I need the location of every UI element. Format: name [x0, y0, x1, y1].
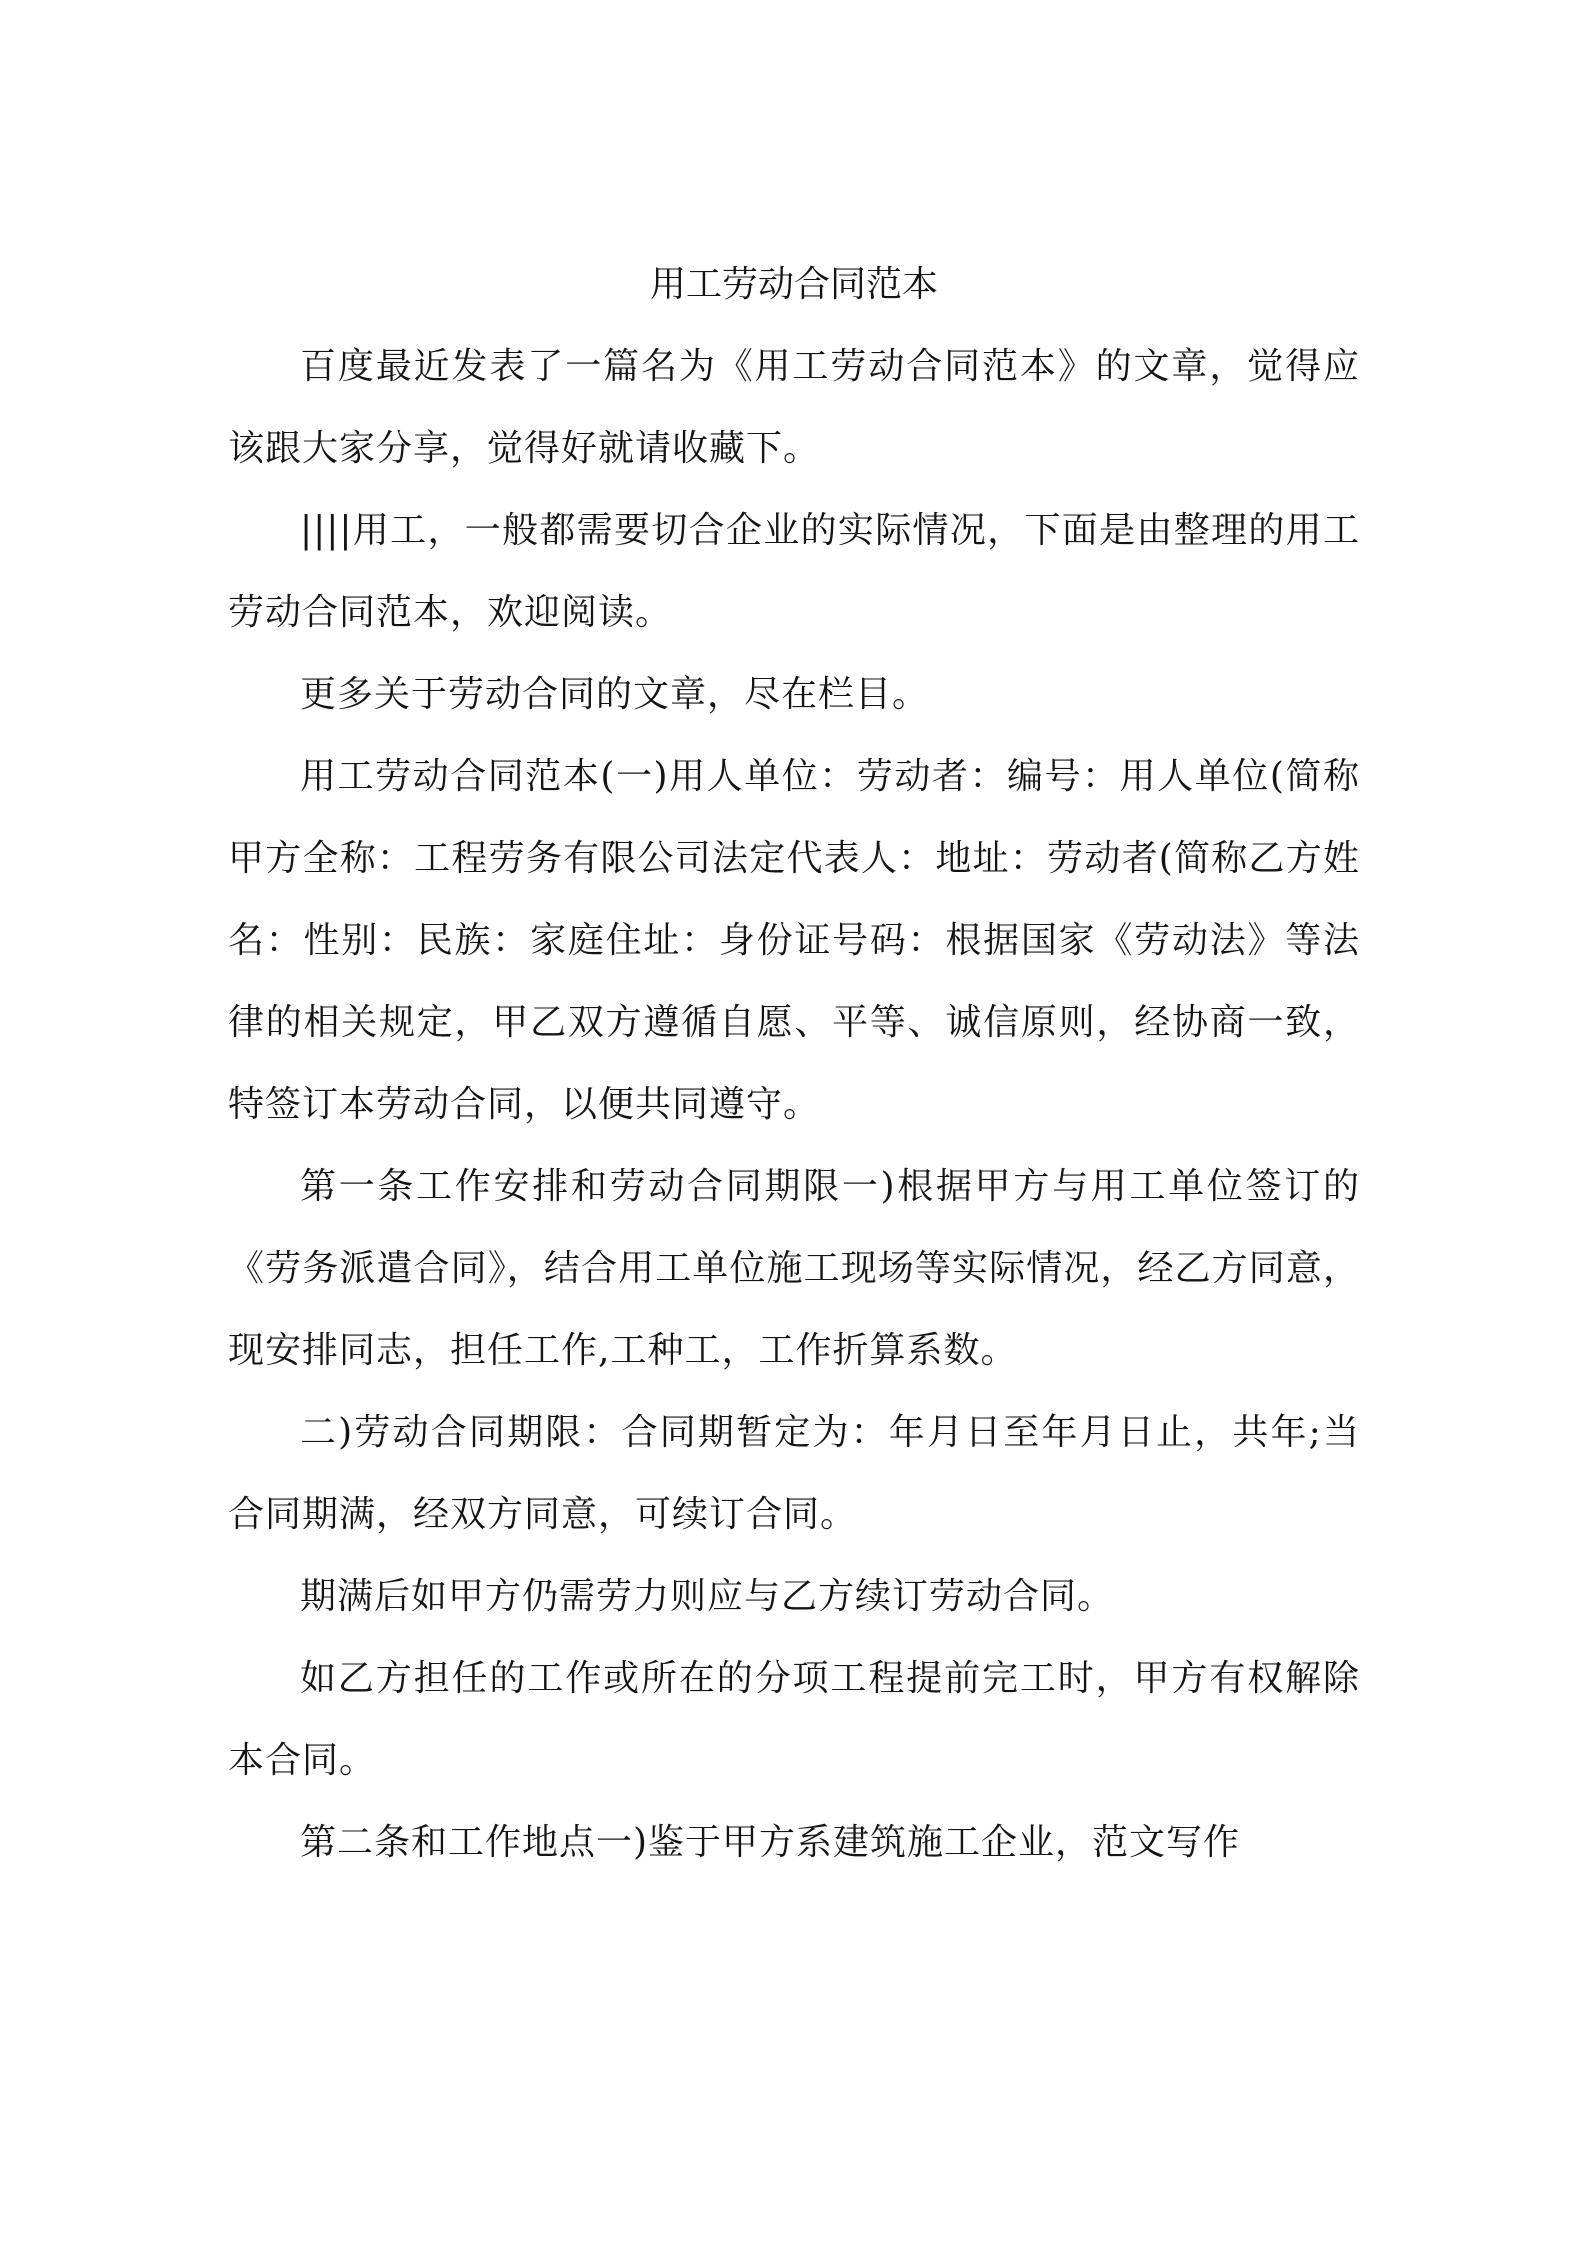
paragraph-termination: 如乙方担任的工作或所在的分项工程提前完工时，甲方有权解除本合同。 — [228, 1658, 1360, 1781]
paragraph-more-articles: 更多关于劳动合同的文章，尽在栏目。 — [300, 674, 930, 715]
paragraph-renewal: 期满后如甲方仍需劳力则应与乙方续订劳动合同。 — [300, 1576, 1115, 1617]
paragraph-intro: 百度最近发表了一篇名为《用工劳动合同范本》的文章，觉得应该跟大家分享，觉得好就请收藏下。 — [228, 346, 1360, 469]
paragraph-article-one: 第一条工作安排和劳动合同期限一)根据甲方与用工单位签订的《劳务派遣合同》，结合用工单位施工现场等实际情况，经乙方同意，现安排同志，担任工作,工种工，工作折算系数。 — [228, 1166, 1360, 1371]
paragraph-contract-term: 二)劳动合同期限：合同期暂定为：年月日至年月日止，共年;当合同期满，经双方同意，可续订合同。 — [228, 1412, 1360, 1535]
document-body — [228, 244, 1360, 1884]
document-title: 用工劳动合同范本 — [649, 264, 938, 305]
paragraph-article-two: 第二条和工作地点一)鉴于甲方系建筑施工企业，范文写作 — [300, 1822, 1241, 1863]
paragraph-overview: ||||用工，一般都需要切合企业的实际情况，下面是由整理的用工劳动合同范本，欢迎阅读。 — [228, 510, 1360, 633]
paragraph-contract-parties: 用工劳动合同范本(一)用人单位：劳动者：编号：用人单位(简称甲方全称：工程劳务有限公司法定代表人：地址：劳动者(简称乙方姓名：性别：民族：家庭住址：身份证号码：根据国家《劳动法》等法律的相关规定，甲乙双方遵循自愿、平等、诚信原则，经协商一致，特签订本劳动合同，以便共同遵守。 — [228, 756, 1360, 1125]
